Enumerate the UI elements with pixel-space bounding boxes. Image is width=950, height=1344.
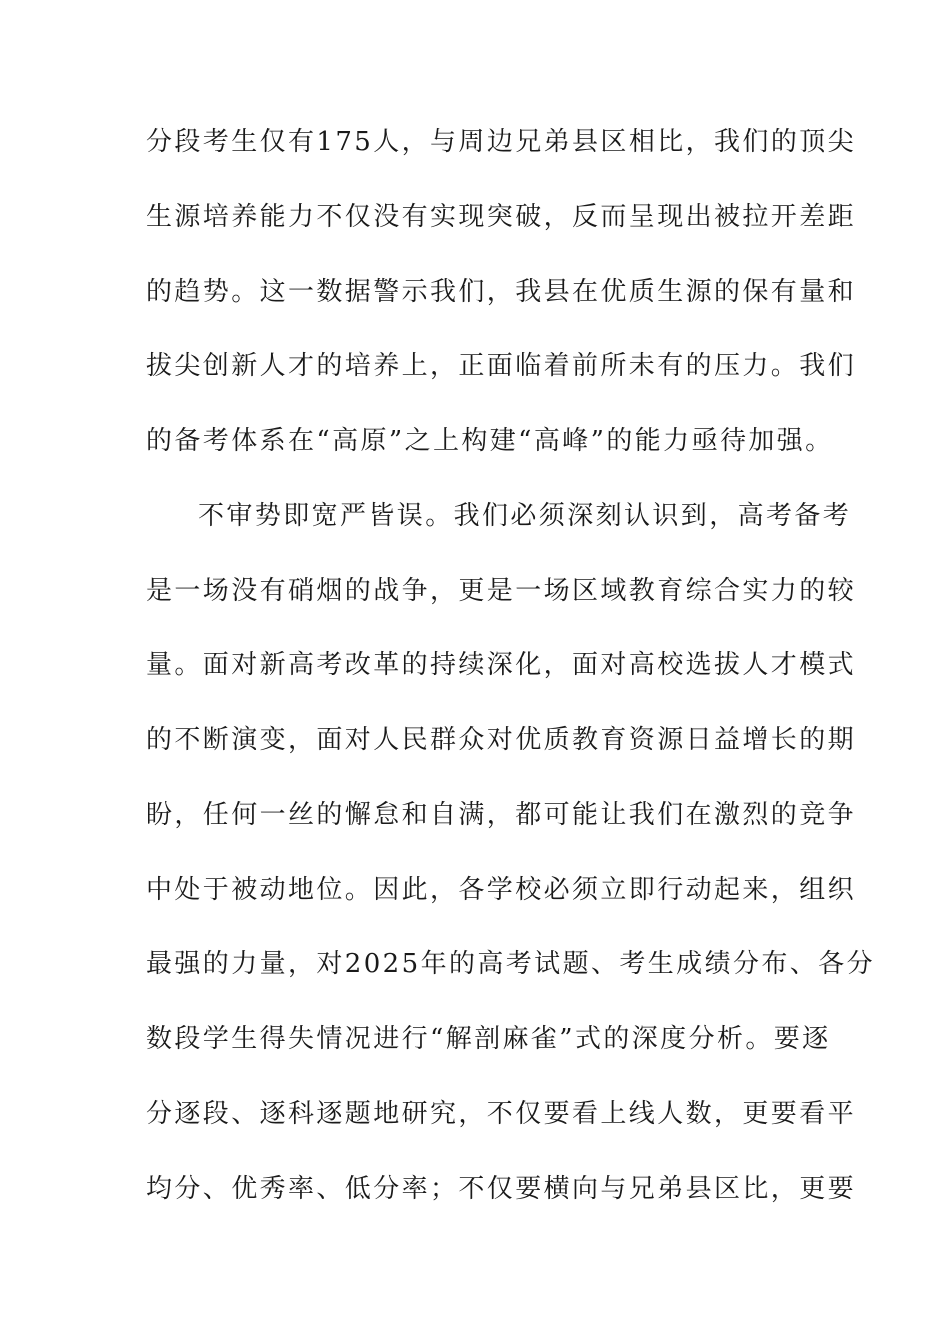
text-line: 最强的力量，对2025年的高考试题、考生成绩分布、各分 xyxy=(146,949,875,979)
text-line: 是一场没有硝烟的战争，更是一场区域教育综合实力的较 xyxy=(146,576,857,606)
text-line: 的不断演变，面对人民群众对优质教育资源日益增长的期 xyxy=(146,725,857,755)
text-line: 拔尖创新人才的培养上，正面临着前所未有的压力。我们 xyxy=(146,351,857,381)
text-line: 数段学生得失情况进行“解剖麻雀”式的深度分析。要逐 xyxy=(146,1024,831,1054)
text-line: 生源培养能力不仅没有实现突破，反而呈现出被拉开差距 xyxy=(146,202,857,232)
text-line: 中处于被动地位。因此，各学校必须立即行动起来，组织 xyxy=(146,875,857,905)
text-line: 的趋势。这一数据警示我们，我县在优质生源的保有量和 xyxy=(146,277,857,307)
paragraph-first-line: 不审势即宽严皆误。我们必须深刻认识到，高考备考 xyxy=(198,501,852,531)
text-line: 分逐段、逐科逐题地研究，不仅要看上线人数，更要看平 xyxy=(146,1099,857,1129)
text-line: 分段考生仅有175人，与周边兄弟县区相比，我们的顶尖 xyxy=(146,127,857,157)
text-line: 均分、优秀率、低分率；不仅要横向与兄弟县区比，更要 xyxy=(146,1174,857,1204)
text-line: 的备考体系在“高原”之上构建“高峰”的能力亟待加强。 xyxy=(146,426,834,456)
text-line: 量。面对新高考改革的持续深化，面对高校选拔人才模式 xyxy=(146,650,857,680)
text-line: 盼，任何一丝的懈怠和自满，都可能让我们在激烈的竞争 xyxy=(146,800,857,830)
